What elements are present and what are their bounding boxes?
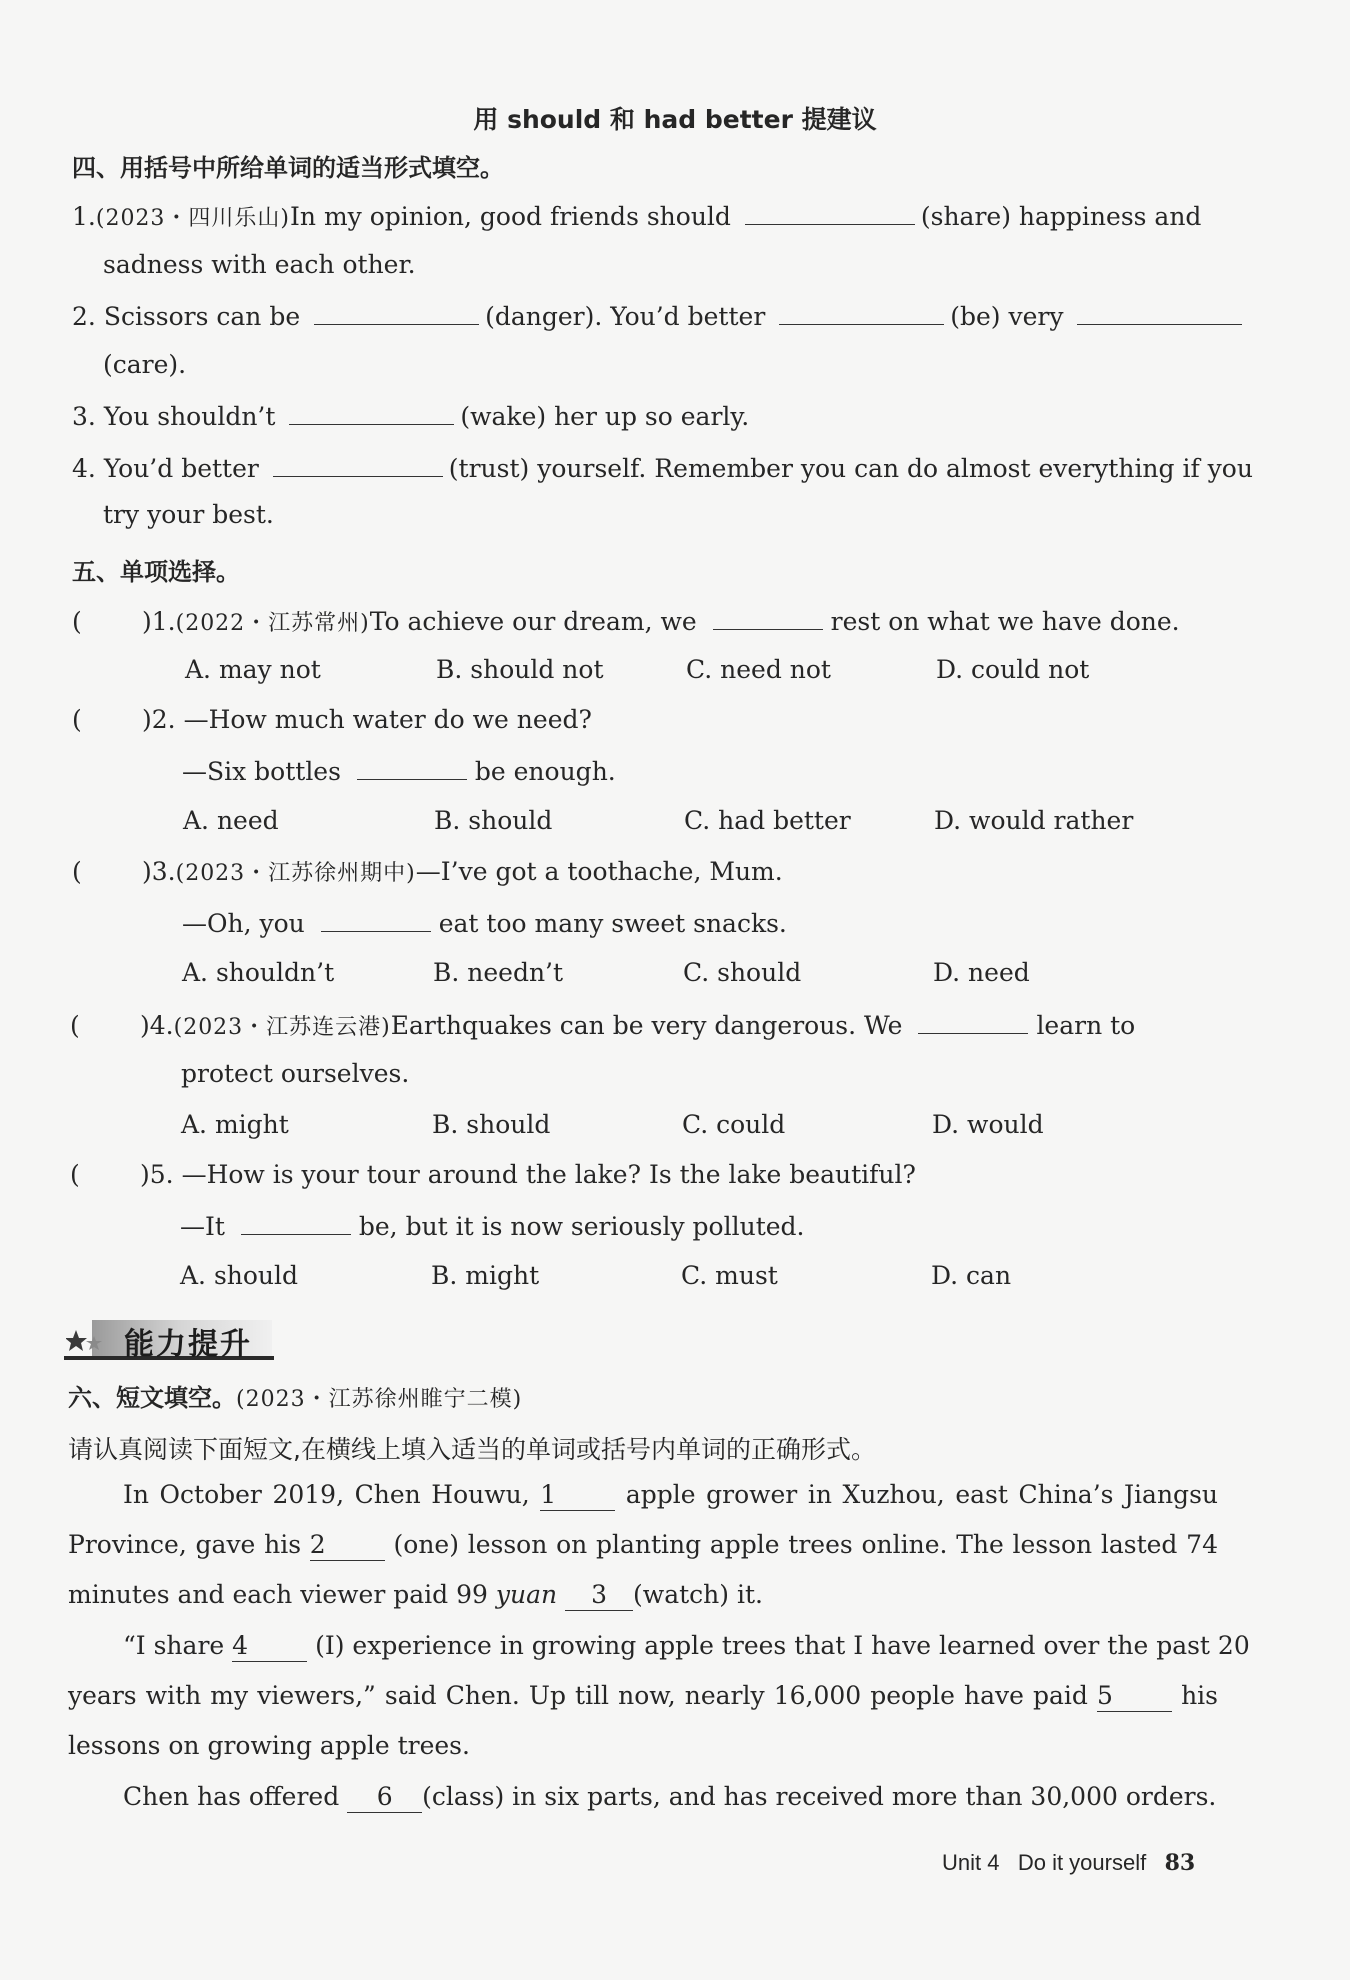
s5-q5-option-b[interactable]: B. might xyxy=(431,1261,540,1290)
question-text: (share) happiness and xyxy=(920,202,1202,231)
passage-text: (watch) it. xyxy=(633,1580,763,1609)
s5-q3-option-b[interactable]: B. needn’t xyxy=(433,958,564,987)
question-text: —How is your tour around the lake? Is the lake beautiful? xyxy=(181,1160,916,1189)
passage-text: (I) experience in growing apple trees that I have learned over the past 20 xyxy=(315,1631,1250,1660)
s5-q4-option-d[interactable]: D. would xyxy=(932,1110,1044,1139)
question-text: —I’ve got a toothache, Mum. xyxy=(415,857,783,886)
question-text: You shouldn’t xyxy=(103,402,276,431)
q-number: )4. xyxy=(140,1011,174,1040)
s5-q4-line2: protect ourselves. xyxy=(181,1059,410,1088)
question-source: (2023・江苏徐州睢宁二模) xyxy=(236,1387,523,1412)
question-text: To achieve our dream, we xyxy=(369,607,697,636)
ability-banner xyxy=(64,1316,274,1362)
p3-line1 xyxy=(123,1782,1216,1813)
question-text: learn to xyxy=(1036,1011,1136,1040)
s5-q4-option-b[interactable]: B. should xyxy=(432,1110,551,1139)
passage-text: minutes and each viewer paid 99 xyxy=(68,1580,488,1609)
banner-title: 能力提升 xyxy=(124,1327,252,1362)
question-text: Scissors can be xyxy=(103,302,301,331)
s5-q1-option-d[interactable]: D. could not xyxy=(936,655,1090,684)
answer-blank-2[interactable]: 2 xyxy=(310,1530,385,1561)
s4-q4-line1 xyxy=(72,452,1253,484)
s4-q2-line1 xyxy=(72,300,1242,332)
p1-line2 xyxy=(68,1530,1218,1561)
answer-blank[interactable] xyxy=(1077,300,1242,325)
question-text: eat too many sweet snacks. xyxy=(438,909,787,938)
page-footer xyxy=(942,1850,1195,1876)
answer-blank-6[interactable]: 6 xyxy=(347,1782,422,1813)
s5-q3-line2 xyxy=(182,907,787,939)
answer-blank-4[interactable]: 4 xyxy=(232,1631,307,1662)
s5-q1-option-c[interactable]: C. need not xyxy=(686,655,831,684)
answer-blank xyxy=(918,1009,1028,1034)
footer-title: Do it yourself xyxy=(1017,1850,1147,1875)
s5-q5-option-a[interactable]: A. should xyxy=(180,1261,299,1290)
question-text: (be) very xyxy=(950,302,1064,331)
s5-q1-line1 xyxy=(72,605,1180,639)
section6-heading-line xyxy=(68,1378,522,1415)
question-text: be, but it is now seriously polluted. xyxy=(358,1212,805,1241)
passage-text: Province, gave his xyxy=(68,1530,302,1559)
s5-q5-line1 xyxy=(70,1160,916,1190)
s5-q1-option-b[interactable]: B. should not xyxy=(436,655,604,684)
s5-q3-option-c[interactable]: C. should xyxy=(683,958,802,987)
passage-text: (one) lesson on planting apple trees online. The lesson lasted 74 xyxy=(393,1530,1218,1559)
answer-paren[interactable]: ( xyxy=(70,1011,80,1040)
s5-q3-option-d[interactable]: D. need xyxy=(933,958,1030,987)
answer-blank xyxy=(713,605,823,630)
question-text: (wake) her up so early. xyxy=(460,402,750,431)
answer-paren[interactable]: ( xyxy=(70,1160,80,1189)
s5-q5-option-d[interactable]: D. can xyxy=(931,1261,1012,1290)
passage-text: “I share xyxy=(123,1631,225,1660)
page-number: 83 xyxy=(1164,1850,1196,1876)
passage-text: his xyxy=(1181,1681,1219,1710)
answer-blank-3[interactable]: 3 xyxy=(565,1580,633,1611)
answer-blank[interactable] xyxy=(273,452,443,477)
s5-q3-option-a[interactable]: A. shouldn’t xyxy=(182,958,335,987)
p1-line1 xyxy=(123,1480,1218,1511)
s4-q1-line2: sadness with each other. xyxy=(103,250,416,279)
question-text: In my opinion, good friends should xyxy=(290,202,731,231)
q-number: )3. xyxy=(142,857,176,886)
answer-blank-5[interactable]: 5 xyxy=(1097,1681,1172,1712)
p2-line2 xyxy=(68,1681,1218,1712)
p1-line3 xyxy=(68,1580,763,1611)
answer-blank-1[interactable]: 1 xyxy=(540,1480,615,1511)
s5-q2-option-b[interactable]: B. should xyxy=(434,806,553,835)
answer-paren[interactable]: ( xyxy=(72,857,82,886)
section4-heading: 四、用括号中所给单词的适当形式填空。 xyxy=(72,154,504,182)
s5-q2-line1 xyxy=(72,705,592,735)
question-text: be enough. xyxy=(474,757,616,786)
question-source: (2023・四川乐山) xyxy=(95,206,291,231)
s5-q2-line2 xyxy=(182,755,616,787)
question-text: —How much water do we need? xyxy=(183,705,592,734)
q-number: 4. xyxy=(72,454,96,483)
footer-unit: Unit 4 xyxy=(942,1850,1000,1875)
q-number: )1. xyxy=(142,607,176,636)
q-number: )5. xyxy=(140,1160,174,1189)
s5-q2-option-a[interactable]: A. need xyxy=(183,806,279,835)
passage-text: (class) in six parts, and has received more than 30,000 orders. xyxy=(422,1782,1217,1811)
s4-q2-line2: (care). xyxy=(103,350,187,379)
section6-instruction: 请认真阅读下面短文,在横线上填入适当的单词或括号内单词的正确形式。 xyxy=(68,1435,876,1464)
q-number: 1. xyxy=(72,202,96,231)
page-title: 用 should 和 had better 提建议 xyxy=(473,105,877,134)
answer-blank xyxy=(321,907,431,932)
s5-q3-line1 xyxy=(72,857,783,889)
answer-blank[interactable] xyxy=(289,400,454,425)
question-text: —Oh, you xyxy=(182,909,305,938)
question-source: (2023・江苏徐州期中) xyxy=(175,861,416,886)
question-text: Earthquakes can be very dangerous. We xyxy=(390,1011,903,1040)
question-text: —It xyxy=(180,1212,225,1241)
s5-q1-option-a[interactable]: A. may not xyxy=(185,655,321,684)
s4-q4-line2: try your best. xyxy=(103,500,274,529)
section6-heading: 六、短文填空。 xyxy=(68,1384,236,1412)
passage-text: Chen has offered xyxy=(123,1782,340,1811)
answer-blank[interactable] xyxy=(779,300,944,325)
s5-q2-option-d[interactable]: D. would rather xyxy=(934,806,1134,835)
s4-q3-line1 xyxy=(72,400,749,432)
passage-text: apple grower in Xuzhou, east China’s Jiangsu xyxy=(625,1480,1218,1509)
answer-blank[interactable] xyxy=(314,300,479,325)
s5-q5-option-c[interactable]: C. must xyxy=(681,1261,778,1290)
question-text: (trust) yourself. Remember you can do almost everything if you xyxy=(448,454,1253,483)
q-number: )2. xyxy=(142,705,176,734)
s5-q5-line2 xyxy=(180,1210,804,1242)
s5-q4-option-c[interactable]: C. could xyxy=(682,1110,786,1139)
q-number: 2. xyxy=(72,302,96,331)
question-text: You’d better xyxy=(103,454,259,483)
question-source: (2022・江苏常州) xyxy=(175,611,370,636)
question-text: rest on what we have done. xyxy=(830,607,1180,636)
passage-text: yuan xyxy=(495,1580,558,1609)
section5-heading: 五、单项选择。 xyxy=(72,558,240,586)
answer-blank[interactable] xyxy=(745,200,915,225)
p2-line3: lessons on growing apple trees. xyxy=(68,1731,470,1760)
s5-q2-option-c[interactable]: C. had better xyxy=(684,806,851,835)
s4-q1-line1 xyxy=(72,200,1201,234)
q-number: 3. xyxy=(72,402,96,431)
answer-paren[interactable]: ( xyxy=(72,705,82,734)
answer-blank xyxy=(357,755,467,780)
passage-text: years with my viewers,” said Chen. Up till now, nearly 16,000 people have paid xyxy=(68,1681,1088,1710)
passage-text: In October 2019, Chen Houwu, xyxy=(123,1480,530,1509)
answer-paren[interactable]: ( xyxy=(72,607,82,636)
s5-q4-option-a[interactable]: A. might xyxy=(181,1110,289,1139)
answer-blank xyxy=(241,1210,351,1235)
p2-line1 xyxy=(123,1631,1250,1662)
question-source: (2023・江苏连云港) xyxy=(173,1015,391,1040)
question-text: —Six bottles xyxy=(182,757,341,786)
s5-q4-line1 xyxy=(70,1009,1135,1043)
star-icon xyxy=(66,1328,106,1358)
question-text: (danger). You’d better xyxy=(485,302,766,331)
